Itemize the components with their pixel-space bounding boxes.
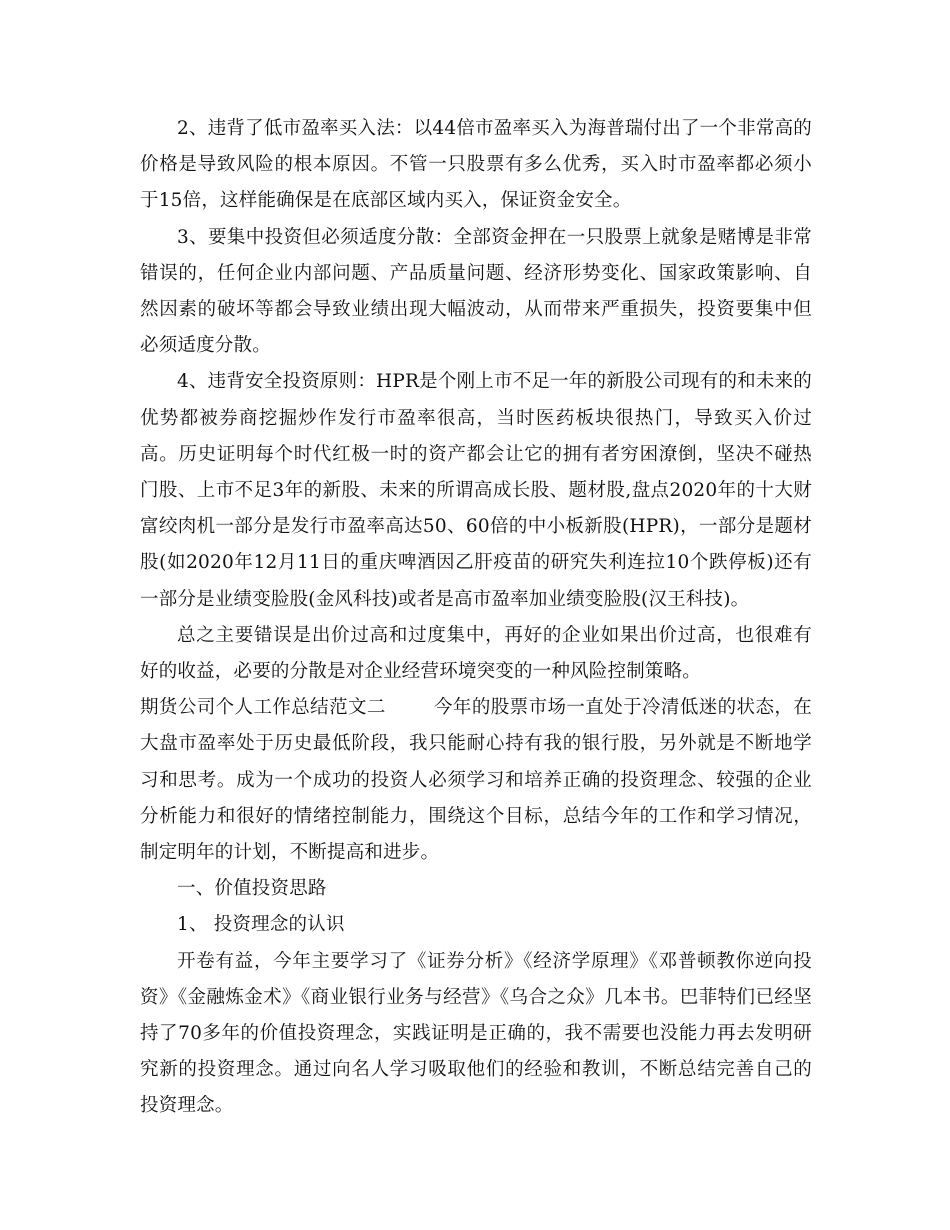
heading-value-investing: 一、价值投资思路 — [177, 878, 327, 900]
document-body — [140, 111, 812, 1125]
section-title: 期货公司个人工作总结范文二 — [140, 697, 386, 719]
paragraph-reading: 开卷有益，今年主要学习了《证券分析》《经济学原理》《邓普顿教你逆向投资》《金融炼金术》《商业银行业务与经营》《乌合之众》几本书。巴菲特们已经坚持了70多年的价值投资理念，实践证明是正确的，我不需要也没能力再去发明研究新的投资理念。通过向名人学习吸取他们的经验和教训，不断总结完善自己的投资理念。 — [140, 950, 812, 1117]
paragraph-point-2: 2、违背了低市盈率买入法：以44倍市盈率买入为海普瑞付出了一个非常高的价格是导致风险的根本原因。不管一只股票有多么优秀，买入时市盈率都必须小于15倍，这样能确保是在底部区域内买入，保证资金安全。 — [140, 118, 812, 212]
section-intro: 今年的股票市场一直处于冷清低迷的状态，在大盘市盈率处于历史最低阶段，我只能耐心持有我的银行股，另外就是不断地学习和思考。成为一个成功的投资人必须学习和培养正确的投资理念、较强的企业分析能力和很好的情绪控制能力，围绕这个目标，总结今年的工作和学习情况，制定明年的计划，不断提高和进步。 — [140, 697, 812, 864]
paragraph-section-two — [140, 690, 812, 871]
paragraph-summary: 总之主要错误是出价过高和过度集中，再好的企业如果出价过高，也很难有好的收益，必要的分散是对企业经营环境突变的一种风险控制策略。 — [140, 624, 812, 683]
heading-investment-philosophy: 1、 投资理念的认识 — [177, 914, 345, 936]
paragraph-point-3: 3、要集中投资但必须适度分散：全部资金押在一只股票上就象是赌博是非常错误的，任何企业内部问题、产品质量问题、经济形势变化、国家政策影响、自然因素的破坏等都会导致业绩出现大幅波动，从而带来严重损失，投资要集中但必须适度分散。 — [140, 226, 812, 357]
paragraph-point-4: 4、违背安全投资原则：HPR是个刚上市不足一年的新股公司现有的和未来的优势都被券商挖掘炒作发行市盈率很高，当时医药板块很热门，导致买入价过高。历史证明每个时代红极一时的资产都会让它的拥有者穷困潦倒，坚决不碰热门股、上市不足3年的新股、未来的所谓高成长股、题材股,盘点2020年的十大财富绞肉机一部分是发行市盈率高达50、60倍的中小板新股(HPR)，一部分是题材股(如2020年12月11日的重庆啤酒因乙肝疫苗的研究失利连拉10个跌停板)还有一部分是业绩变脸股(金风科技)或者是高市盈率加业绩变脸股(汉王科技)。 — [140, 371, 812, 610]
